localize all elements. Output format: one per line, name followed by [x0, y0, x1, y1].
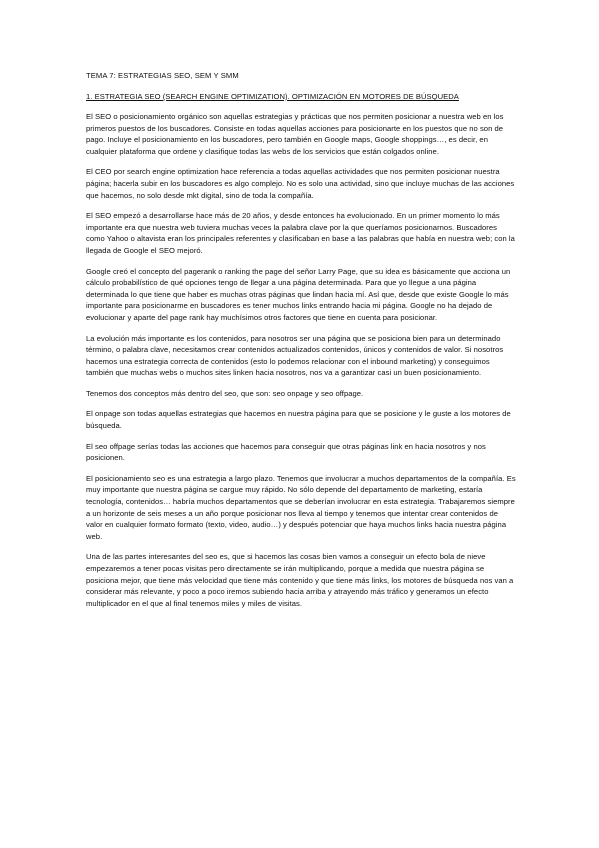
paragraph-seo-concepts: Tenemos dos conceptos más dentro del seo, que son: seo onpage y seo offpage. — [86, 388, 364, 398]
paragraph-offpage: El seo offpage serías todas las acciones que hacemos para conseguir que otras páginas link en hacia nosotros y nos posicionen. — [86, 441, 486, 463]
document-title: TEMA 7: ESTRATEGIAS SEO, SEM Y SMM — [86, 71, 239, 80]
document-body — [86, 70, 516, 618]
section-heading: 1. ESTRATEGIA SEO (SEARCH ENGINE OPTIMIZATION). OPTIMIZACIÓN EN MOTORES DE BÚSQUEDA — [86, 92, 459, 101]
paragraph-content-evolution: La evolución más importante es los contenidos, para nosotros ser una página que se posiciona bien para un determinado término, o palabra clave, necesitamos crear contenidos actualizados contenidos, únicos y contenidos de valor. Si nosotros hacemos una estrategia correcta de contenidos (esto lo podemos relacionar con el inbound marketing) y conseguimos también que muchas webs o muchos sites linken hacia nosotros, nos va a garantizar casi un buen posicionamiento. — [86, 333, 504, 378]
paragraph-pagerank: Google creó el concepto del pagerank o ranking the page del señor Larry Page, que su idea es básicamente que acciona un cálculo probabilístico de qué opciones tengo de llegar a una página determinada. Para que yo llegue a una página determinada lo que tiene que haber es muchas otras páginas que lindan hacia mí. Así que, desde que existe Google lo más importante para posicionarme en buscadores es tener muchos links entrando hacia mi página. Google no ha dejado de evolucionar y aparte del page rank hay muchísimos otros factores que tiene en cuenta para posicionar. — [86, 266, 511, 322]
paragraph-long-term-strategy: El posicionamiento seo es una estrategia a largo plazo. Tenemos que involucrar a muchos departamentos de la compañía. Es muy importante que nuestra página se cargue muy rápido. No sólo depende del departamento de marketing, estaría tecnología, contenidos… habría muchos departamentos que se deberían involucrar en esta estrategia. Trabajaremos siempre a un horizonte de seis meses a un año porque posicionar nos lleva al tiempo y tenemos que intentar crear contenidos de valor en cualquier formato formato (texto, video, audio…) y después potenciar que haya muchos links hacia nuestra página web. — [86, 473, 516, 541]
paragraph-onpage: El onpage son todas aquellas estrategias que hacemos en nuestra página para que se posicione y le guste a los motores de búsqueda. — [86, 409, 511, 431]
paragraph-ceo-reference: El CEO por search engine optimization hace referencia a todas aquellas actividades que nos permiten posicionar nuestra página; hacerla subir en los buscadores es algo complejo. No es solo una actividad, sino que incluye muchas de las acciones que hacemos, no solo desde mkt digital, sino de toda la compañía. — [86, 167, 515, 200]
paragraph-seo-history: El SEO empezó a desarrollarse hace más de 20 años, y desde entonces ha evolucionado. En un primer momento lo más importante era que nuestra web tuviera muchas veces la palabra clave por la que queríamos posicionarnos. Buscadores como Yahoo o altavista eran los principales referentes y clasificaban en base a las palabras que había en nuestra web; con la llegada de Google el SEO mejoró. — [86, 211, 515, 255]
paragraph-snowball-effect: Una de las partes interesantes del seo es, que si hacemos las cosas bien vamos a conseguir un efecto bola de nieve empezaremos a tener pocas visitas pero directamente se irán multiplicando, porque a medida que nuestra página se posiciona mejor, que tiene más velocidad que tiene más contenido y que tiene más links, los motores de búsqueda nos van a considerar más relevante, y poco a poco iremos subiendo hacia arriba y atrayendo más tráfico y generamos un efecto multiplicador en el que al final tenemos miles y miles de visitas. — [86, 552, 514, 608]
paragraph-seo-definition: El SEO o posicionamiento orgánico son aquellas estrategias y prácticas que nos permiten posicionar a nuestra web en los primeros puestos de los buscadores. Consiste en todas aquellas acciones para posicionarte en los puestos que no son de pago. Incluye el posicionamiento en los buscadores, pero también en Google maps, Google shoppings…, es decir, en cualquier plataforma que ordene y clasifique todas las webs de los servicios que están colgados online. — [86, 112, 504, 156]
